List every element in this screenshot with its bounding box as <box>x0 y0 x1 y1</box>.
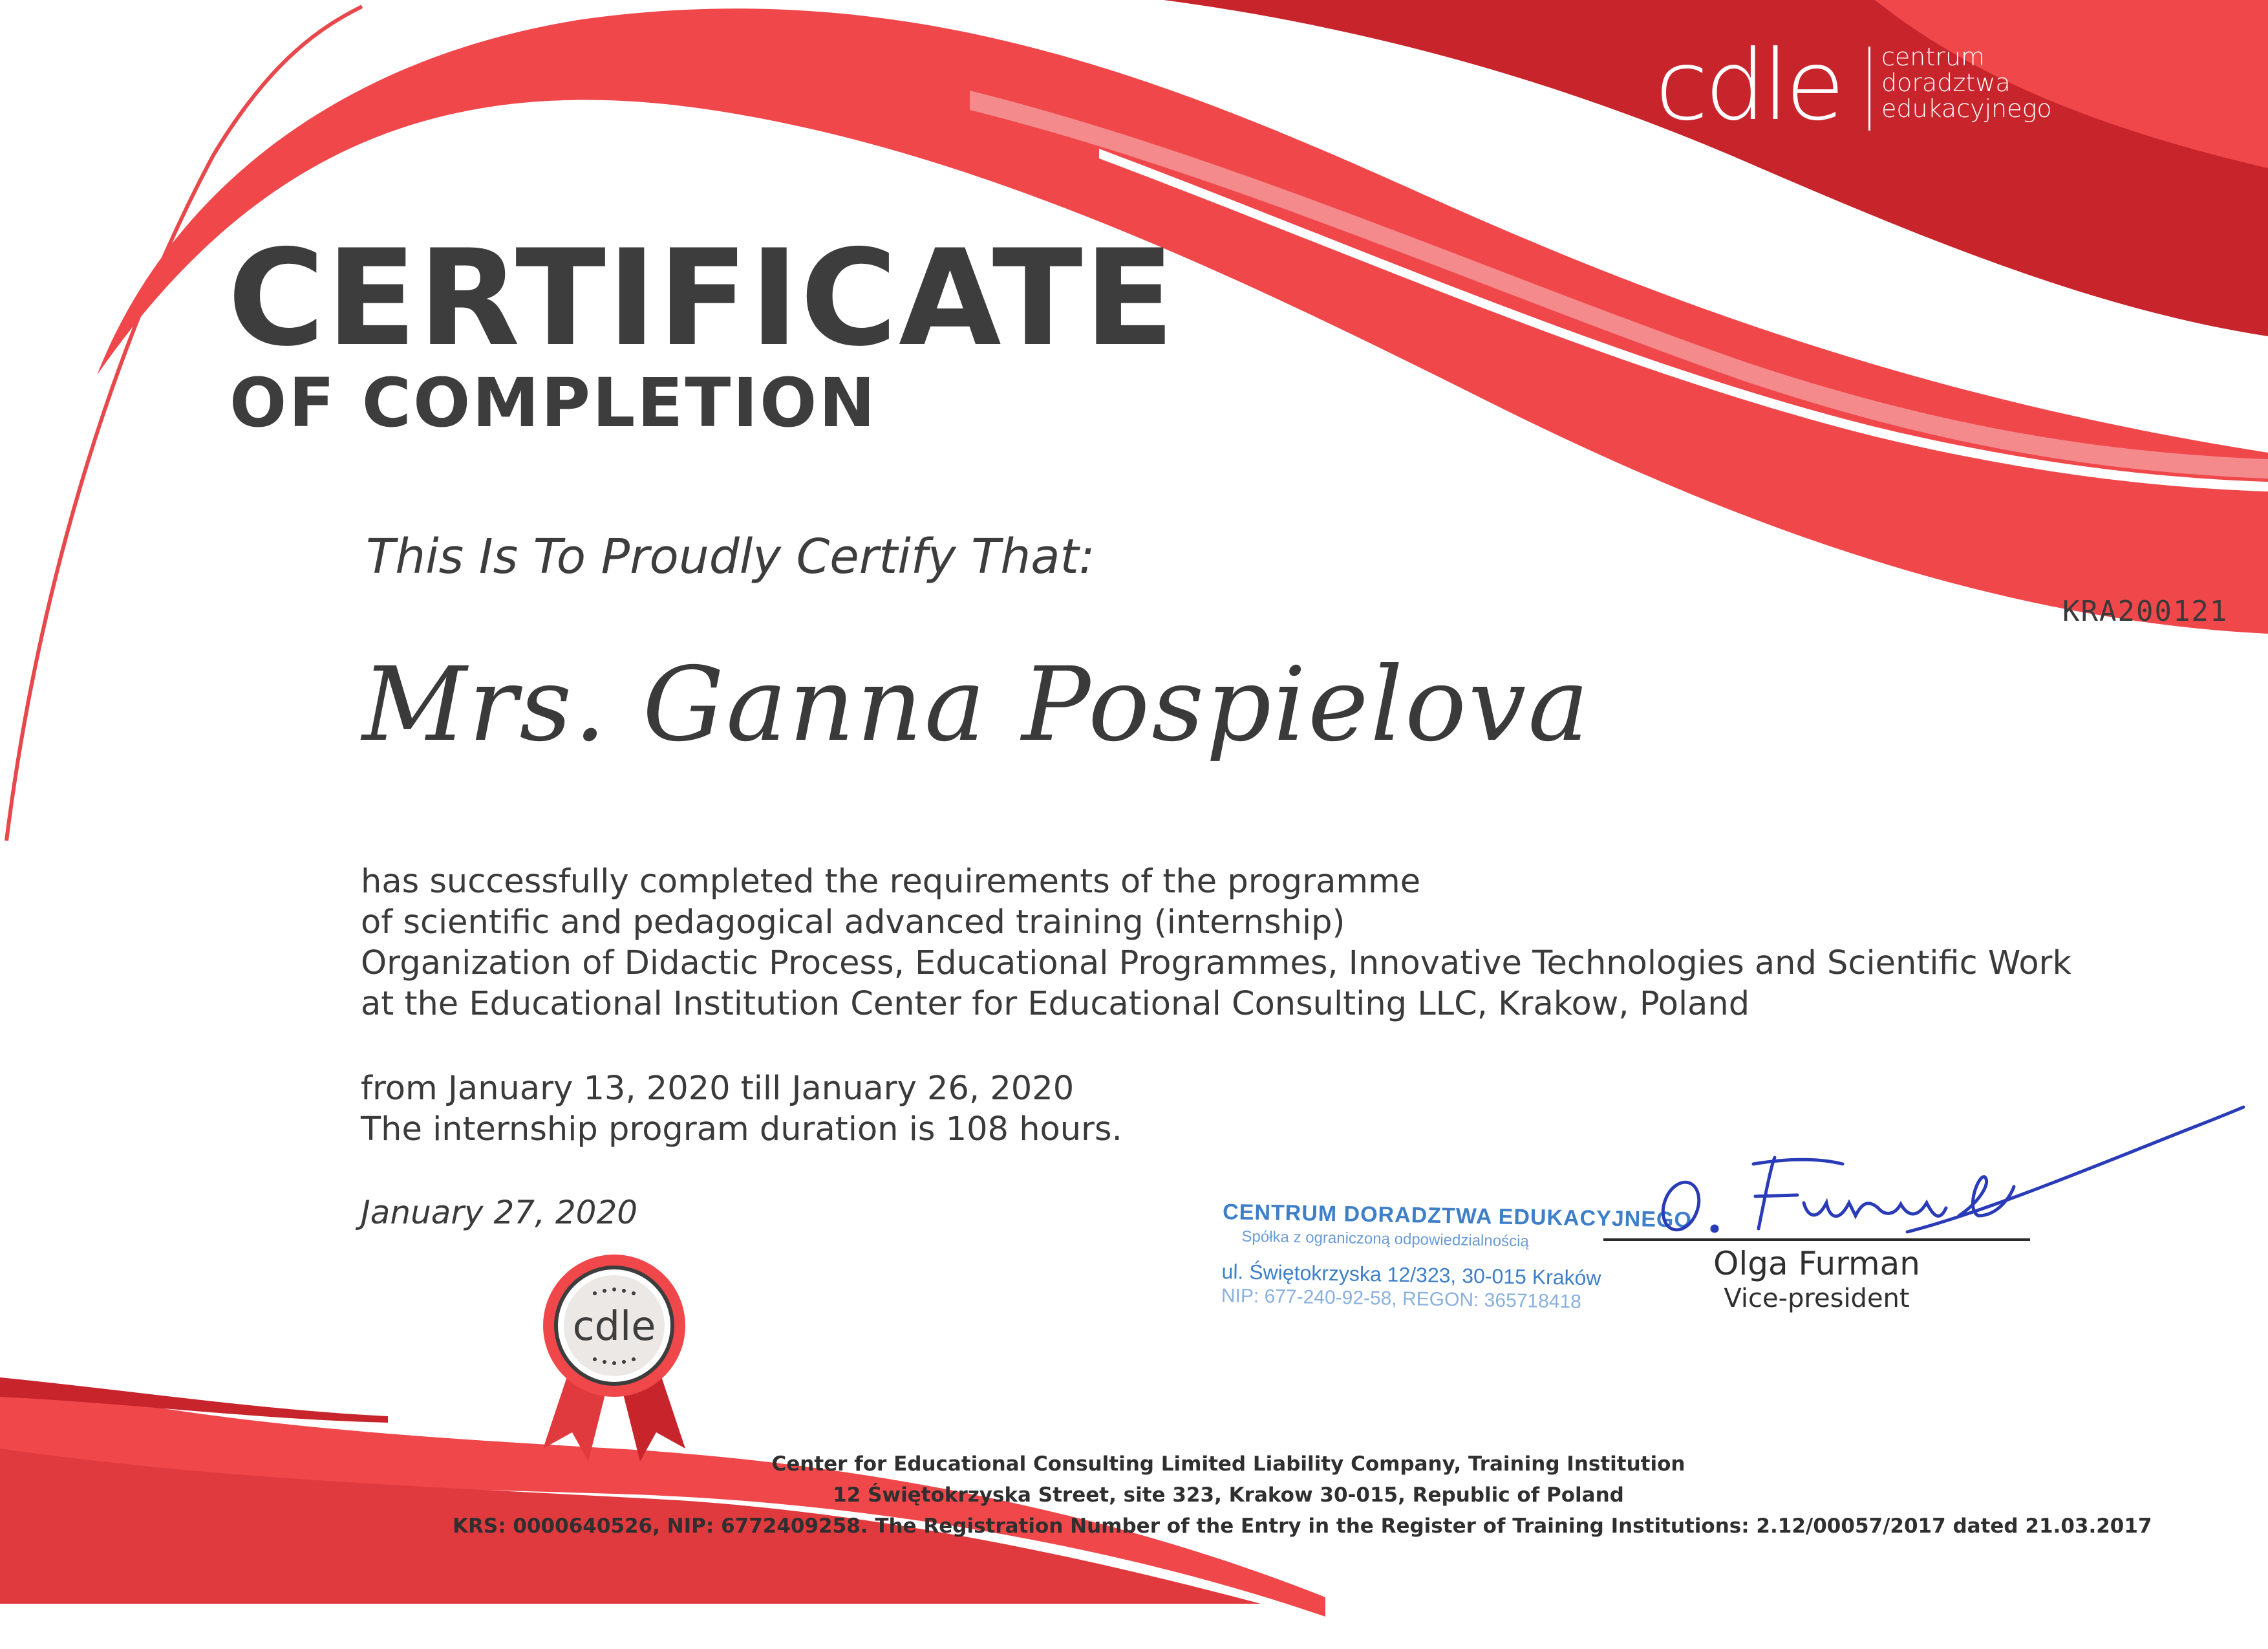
footer-line: KRS: 0000640526, NIP: 6772409258. The Registration Number of the Entry in the Register of Training Institutions: 2.12/00057/2017 dated 21.03.2017 <box>453 1514 2152 1538</box>
duration-line: The internship program duration is 108 hours. <box>361 1110 1122 1148</box>
medal-mark: cdle <box>572 1302 656 1350</box>
serial-number: KRA200121 <box>2062 595 2229 628</box>
issue-date: January 27, 2020 <box>361 1194 638 1231</box>
description-line: Organization of Didactic Process, Educational Programmes, Innovative Technologies and Scientific Work <box>361 944 2072 982</box>
description-line: at the Educational Institution Center for Educational Consulting LLC, Krakow, Poland <box>361 985 1750 1023</box>
recipient-name: Mrs. Ganna Pospielova <box>362 645 1591 764</box>
logo-subtitle-line: centrum <box>1881 43 1985 71</box>
stamp-line: CENTRUM DORADZTWA EDUKACYJNEGO <box>1222 1200 1693 1233</box>
stamp-line: Spółka z ograniczoną odpowiedzialnością <box>1241 1227 1529 1251</box>
logo-subtitle <box>1881 44 2140 122</box>
programme-description <box>361 861 2106 1024</box>
signer-role: Vice-president <box>1724 1284 1910 1313</box>
footer-legal <box>453 1449 2152 1542</box>
signer-name: Olga Furman <box>1713 1245 1920 1282</box>
logo-divider <box>1868 47 1870 131</box>
signature-line <box>1603 1238 2030 1241</box>
certify-line: This Is To Proudly Certify That: <box>366 529 1095 585</box>
internship-period <box>361 1068 1654 1150</box>
company-stamp <box>1221 1200 1693 1316</box>
footer-line: 12 Świętokrzyska Street, site 323, Krakow 30-015, Republic of Poland <box>833 1483 1624 1507</box>
description-line: has successfully completed the requirements of the programme <box>361 863 1421 901</box>
medal-seal <box>530 1248 698 1468</box>
cdle-logo <box>1655 26 2134 142</box>
logo-mark: cdle <box>1655 30 1841 142</box>
certificate-subtitle: OF COMPLETION <box>230 363 877 442</box>
certificate-title: CERTIFICATE <box>228 222 1176 376</box>
stamp-line: ul. Świętokrzyska 12/323, 30-015 Kraków <box>1221 1260 1601 1290</box>
period-line: from January 13, 2020 till January 26, 2020 <box>361 1070 1075 1108</box>
footer-line: Center for Educational Consulting Limited Liability Company, Training Institution <box>771 1452 1685 1476</box>
description-line: of scientific and pedagogical advanced training (internship) <box>361 903 1345 942</box>
stamp-line: NIP: 677-240-92-58, REGON: 365718418 <box>1221 1285 1582 1313</box>
logo-subtitle-line: edukacyjnego <box>1881 94 2052 123</box>
logo-subtitle-line: doradztwa <box>1881 69 2011 97</box>
